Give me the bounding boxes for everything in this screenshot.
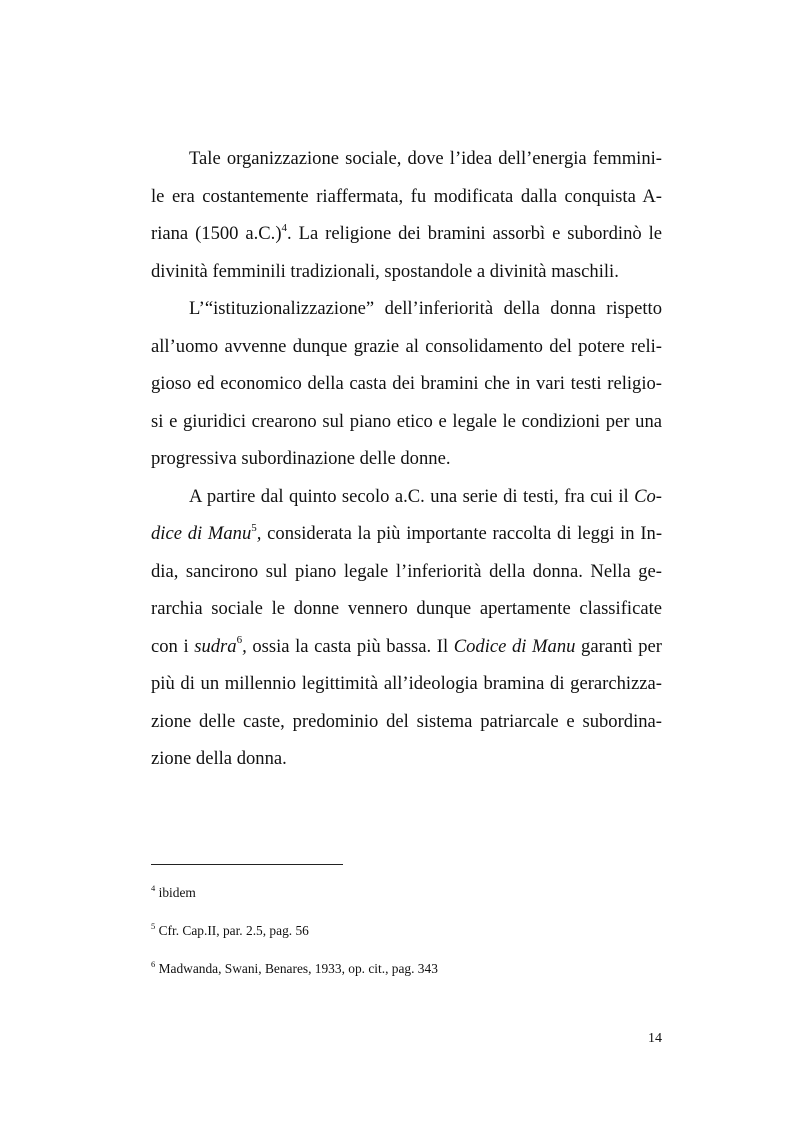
body-text: [151, 140, 662, 778]
footnote-4: [151, 884, 662, 902]
footnote-5: [151, 922, 662, 940]
text-line: le era costantemente riaffermata, fu modificata dalla conquista A-: [151, 185, 662, 207]
text-line: dice di Manu$^5$, considerata la più importante raccolta di leggi in In-: [151, 521, 663, 544]
paragraph-2: [151, 290, 662, 478]
footnote-text: ibidem: [158, 885, 196, 900]
text-line: zione della donna.: [151, 748, 287, 769]
footnote-ref-5: 5: [251, 521, 257, 534]
text-line: dia, sancirono sul piano legale l’inferiorità della donna. Nella ge-: [151, 560, 662, 582]
footnote-separator: [151, 864, 343, 865]
text-line: progressiva subordinazione delle donne.: [151, 448, 451, 469]
text-line: A partire dal quinto secolo a.C. una serie di testi, fra cui il Co-: [189, 485, 662, 507]
text-line: si e giuridici crearono sul piano etico e legale le condizioni per una: [151, 410, 662, 432]
footnote-ref-4: 4: [281, 221, 288, 234]
footnote-text: Cfr. Cap.II, par. 2.5, pag. 56: [158, 923, 309, 938]
text-line: all’uomo avvenne dunque grazie al consolidamento del potere reli-: [151, 335, 662, 357]
footnote-number: 5: [151, 920, 156, 931]
paragraph-1: [151, 140, 662, 290]
footnote-6: [151, 960, 662, 978]
footnote-ref-6: 6: [236, 634, 243, 647]
footnotes: [151, 884, 662, 998]
text-line: più di un millennio legittimità all’ideologia bramina di gerarchizza-: [151, 673, 662, 694]
text-line: zione delle caste, predominio del sistema patriarcale e subordina-: [151, 710, 662, 732]
text-line: Tale organizzazione sociale, dove l’idea dell’energia femmini-: [189, 148, 662, 169]
footnote-text: Madwanda, Swani, Benares, 1933, op. cit., pag. 343: [158, 961, 438, 976]
page-number: 14: [648, 1031, 662, 1046]
paragraph-3: [151, 478, 662, 778]
text-line: riana (1500 a.C.)$^4$. La religione dei bramini assorbì e subordinò le: [151, 221, 662, 244]
text-line: rarchia sociale le donne vennero dunque apertamente classificate: [151, 598, 662, 619]
text-line: gioso ed economico della casta dei bramini che in vari testi religio-: [151, 373, 662, 394]
footnote-number: 4: [151, 882, 156, 893]
text-line: divinità femminili tradizionali, spostandole a divinità maschili.: [151, 260, 619, 282]
footnote-number: 6: [151, 958, 156, 969]
text-line: con i sudra$^6$, ossia la casta più bassa. Il Codice di Manu garantì per: [151, 634, 662, 657]
text-line: L’“istituzionalizzazione” dell’inferiorità della donna rispetto: [189, 298, 662, 319]
